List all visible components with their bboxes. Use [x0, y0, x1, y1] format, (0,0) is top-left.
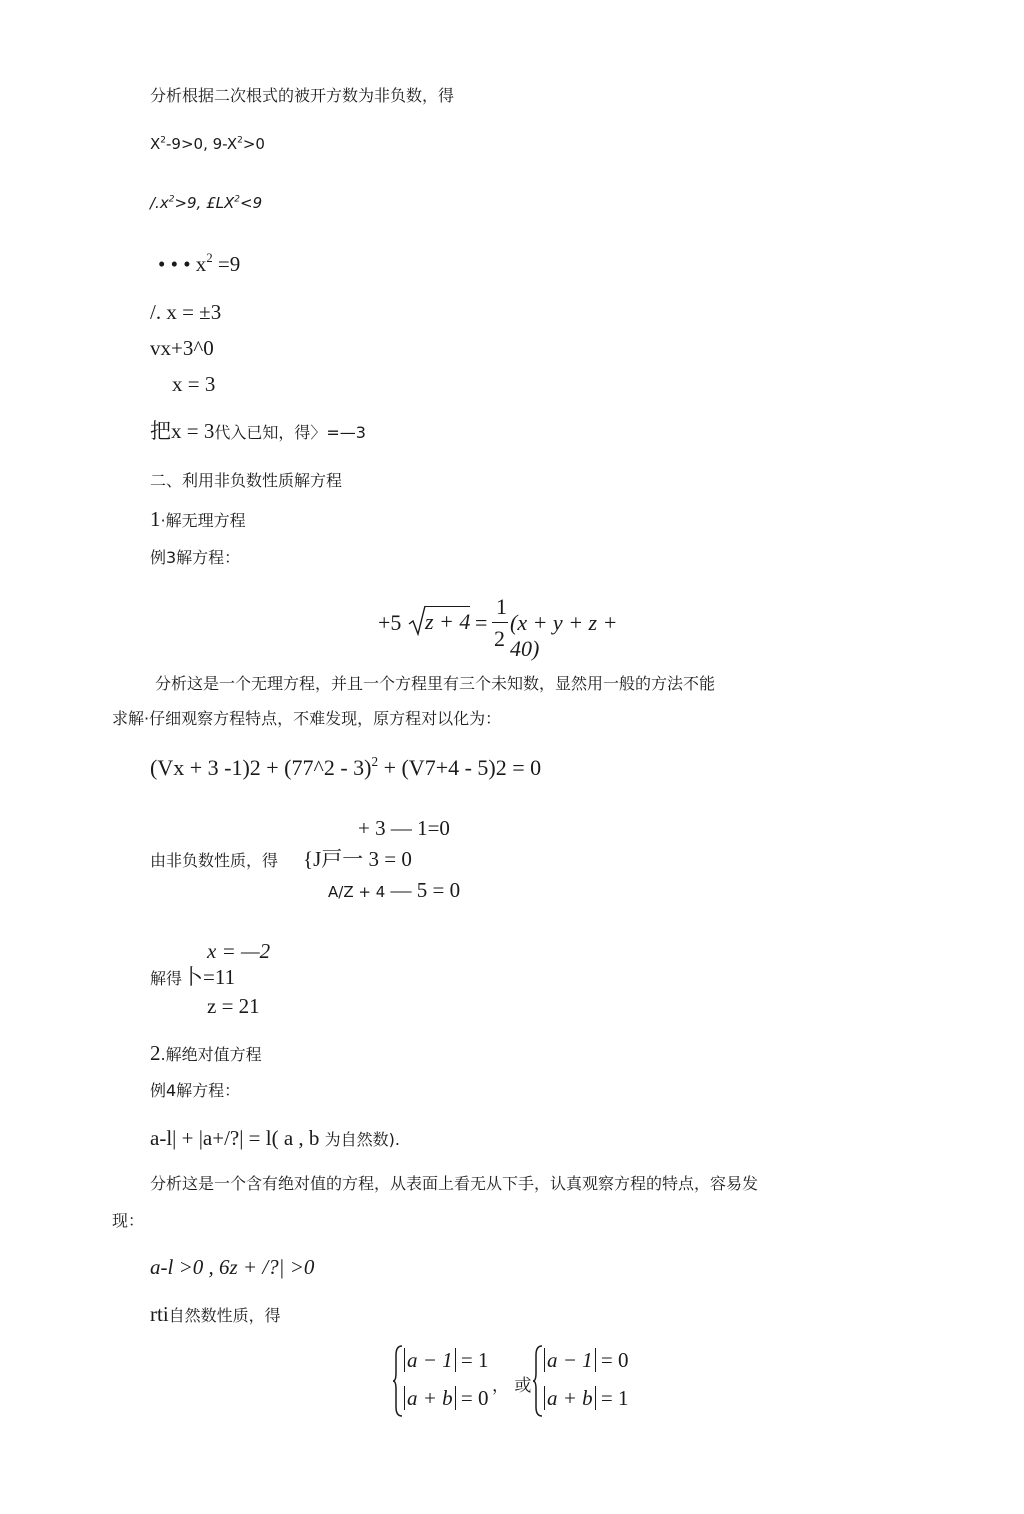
text-sol-y: 卜=11 — [182, 965, 236, 989]
eq3-numerator: 1 — [496, 594, 507, 619]
text-ineq-mid: -9>0, 9-X — [166, 135, 238, 153]
text-dots: • • • x — [158, 252, 207, 276]
text-num1: 1 — [150, 507, 161, 531]
case1-row2 — [404, 1386, 489, 1411]
x-plusminus: /. x = ±3 — [150, 300, 222, 324]
right-case-brace-icon — [532, 1345, 544, 1417]
text-eq9: =9 — [212, 252, 241, 276]
eq3-radicand: z + 4 — [425, 606, 470, 635]
case1-row1 — [404, 1348, 489, 1373]
text-sq-b: + (V7+4 - 5)2 = 0 — [378, 755, 542, 780]
analysis-text-4: 现： — [112, 1211, 145, 1230]
condition-line: vx+3^0 — [150, 336, 214, 360]
analysis-intro: 分析根据二次根式的被开方数为非负数，得 — [150, 86, 455, 105]
subsection-heading-1 — [150, 509, 246, 530]
abs-a-plus-b-b: a + b — [544, 1386, 596, 1410]
case1-r2-val: = 0 — [455, 1386, 489, 1410]
fraction-bar — [492, 622, 508, 623]
sum-of-squares-equation: (Vx + 3 -1)2 + (77^2 - 3)$^2$ + (V7+4 - 5)2 = 0 — [150, 753, 542, 780]
text-eq4b: 为自然数). — [324, 1130, 401, 1149]
solution-x: x = —2 — [207, 939, 271, 963]
text-subst-a: 把x = 3 — [150, 419, 215, 443]
text-sq-a: (Vx + 3 -1)2 + (77^2 - 3) — [150, 755, 372, 780]
inequality-result: $/.x^2>9$, $£LX^2<9$ — [150, 194, 263, 212]
eq3-lhs: +5 — [378, 610, 402, 635]
text-rti-b: 自然数性质，得 — [168, 1306, 281, 1325]
case-systems — [392, 1345, 632, 1421]
solution-y — [150, 967, 235, 988]
system-label: 由非负数性质，得 — [150, 851, 279, 870]
system-row-2: {J戸一 3 = 0 — [303, 847, 412, 871]
text-a: /.x — [150, 194, 169, 212]
system-row-1: + 3 — 1=0 — [358, 816, 450, 840]
radical-icon — [408, 604, 426, 636]
abs-a-plus-b: a + b — [404, 1386, 456, 1410]
case2-r2-val: = 1 — [595, 1386, 629, 1410]
x-squared-equals: • • • $x^2 =9$ — [158, 251, 241, 276]
example-3-label: 例3解方程： — [150, 548, 241, 567]
eq3-denominator: 2 — [494, 626, 505, 651]
text-num2: 2 — [150, 1041, 161, 1065]
analysis-text-2: 求解·仔细观察方程特点，不难发现，原方程对以化为： — [112, 709, 502, 728]
case2-r1-val: = 0 — [595, 1348, 629, 1372]
text-sub2: .解绝对值方程 — [160, 1045, 262, 1064]
case2-row2 — [544, 1386, 629, 1411]
text-rti: rti — [150, 1302, 169, 1326]
text-eq4a: a-l| + |a+/?| = l( a , b — [150, 1126, 325, 1150]
text-c: <9 — [240, 194, 263, 212]
nonnegative-inequality — [150, 1257, 314, 1278]
analysis-text-3: 分析这是一个含有绝对值的方程，从表面上看无从下手，认真观察方程的特点，容易发 — [150, 1174, 759, 1193]
example-4-label: 例4解方程： — [150, 1081, 241, 1100]
case1-r1-val: = 1 — [455, 1348, 489, 1372]
or-separator: ， 或 — [492, 1376, 532, 1396]
absolute-value-equation — [150, 1128, 400, 1149]
subsection-heading-2 — [150, 1043, 262, 1064]
text-sol-label: 解得 — [150, 969, 183, 988]
text-ineq-end: >0 — [242, 135, 265, 153]
equation-3 — [378, 594, 648, 661]
analysis-text-1: 分析这是一个无理方程，并且一个方程里有三个未知数，显然用一般的方法不能 — [155, 674, 716, 693]
left-brace-icon — [392, 1345, 404, 1417]
section-heading: 二、利用非负数性质解方程 — [150, 471, 343, 490]
eq3-rhs: (x + y + z + 40) — [510, 610, 618, 661]
abs-a-minus-1: a − 1 — [404, 1348, 456, 1372]
text-b: >9, £LX — [174, 194, 235, 212]
solution-z: z = 21 — [207, 994, 260, 1018]
text-sys3b: — 5 = 0 — [385, 878, 461, 902]
substitute-line — [150, 421, 366, 442]
eq3-equals: = — [475, 610, 488, 635]
text-ineq: a-l >0 , 6z + /?| >0 — [150, 1255, 315, 1279]
x-equals-3: x = 3 — [172, 372, 216, 396]
text-sys3a: A/Z + 4 — [328, 883, 386, 901]
abs-a-minus-1-b: a − 1 — [544, 1348, 596, 1372]
text-sub1: ·解无理方程 — [160, 511, 246, 530]
natural-number-property — [150, 1304, 281, 1325]
inequality-pair: $X^2-9>0$, $9-X^2>0$ — [150, 135, 265, 153]
case2-row1 — [544, 1348, 629, 1373]
system-row-3 — [328, 880, 460, 901]
text-subst-b: 代入已知，得〉=—3 — [214, 423, 366, 442]
text-x: X — [150, 135, 161, 153]
